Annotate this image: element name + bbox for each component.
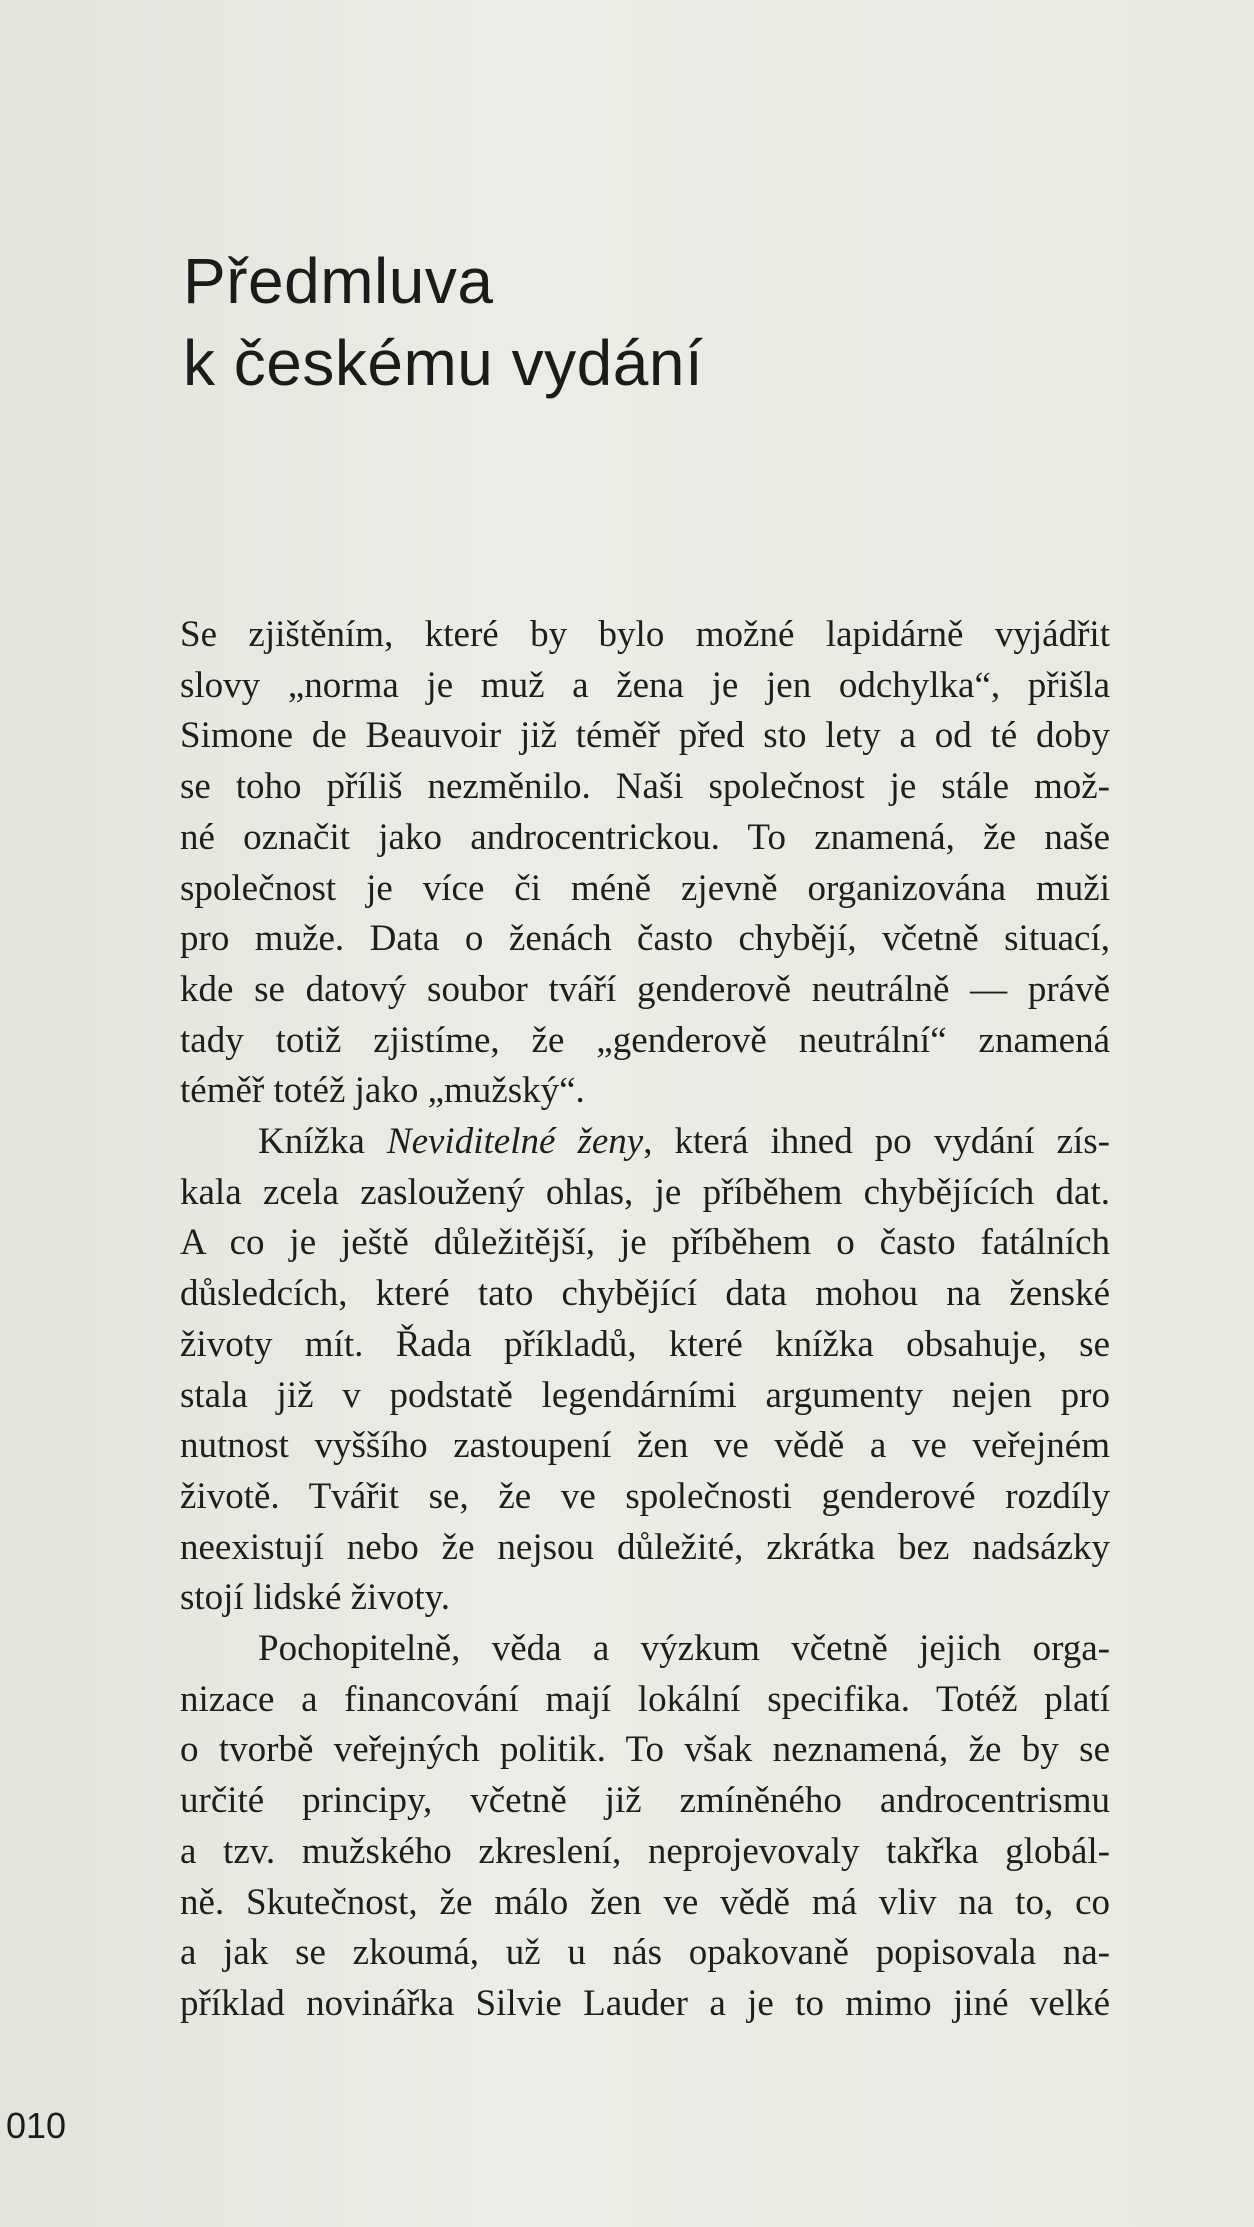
text-line: kde se datový soubor tváří genderově neutrálně — právě: [180, 968, 1110, 1010]
text-line: životy mít. Řada příkladů, které knížka obsahuje, se: [180, 1323, 1110, 1365]
text-line: slovy „norma je muž a žena je jen odchylka“, přišla: [180, 664, 1110, 706]
text-line: né označit jako androcentrickou. To znamená, že naše: [180, 816, 1110, 858]
text-line: tady totiž zjistíme, že „genderově neutrální“ znamená: [180, 1019, 1110, 1061]
text-line: důsledcích, které tato chybějící data mohou na ženské: [180, 1273, 1110, 1315]
text-line: a tzv. mužského zkreslení, neprojevovaly takřka globál-: [180, 1830, 1110, 1872]
text-line: Simone de Beauvoir již téměř před sto lety a od té doby: [180, 715, 1110, 757]
text-line: stala již v podstatě legendárními argumenty nejen pro: [180, 1374, 1110, 1416]
book-title-italic: Neviditelné ženy: [386, 1121, 644, 1163]
text-line: životě. Tvářit se, že ve společnosti genderové rozdíly: [180, 1475, 1110, 1517]
text-line: Se zjištěním, které by bylo možné lapidárně vyjádřit: [180, 614, 1110, 655]
chapter-title: [183, 240, 703, 404]
text-line: nutnost vyššího zastoupení žen ve vědě a ve veřejném: [180, 1425, 1110, 1467]
text-line: a jak se zkoumá, už u nás opakovaně popisovala na-: [180, 1932, 1110, 1974]
text-line: neexistují nebo že nejsou důležité, zkrátka bez nadsázky: [180, 1526, 1110, 1568]
body-text: [180, 610, 1110, 2030]
chapter-title-line-2: k českému vydání: [183, 327, 704, 399]
text-line: společnost je více či méně zjevně organizována muži: [180, 867, 1110, 909]
text-line: [180, 1117, 1110, 1168]
text-line: pro muže. Data o ženách často chybějí, včetně situací,: [180, 918, 1110, 960]
text-segment: , která ihned po vydání zís-: [643, 1121, 1110, 1163]
page-number: 010: [6, 2105, 67, 2146]
text-line: nizace a financování mají lokální specifika. Totéž platí: [180, 1678, 1110, 1720]
text-line: Pochopitelně, věda a výzkum včetně jejich orga-: [258, 1628, 1110, 1670]
text-segment: Knížka: [258, 1121, 387, 1163]
text-line: ně. Skutečnost, že málo žen ve vědě má vliv na to, co: [180, 1881, 1110, 1923]
text-line: kala zcela zasloužený ohlas, je příběhem chybějících dat.: [180, 1171, 1110, 1213]
text-line: téměř totéž jako „mužský“.: [180, 1070, 585, 1112]
chapter-title-line-1: Předmluva: [183, 245, 494, 317]
text-line: určité principy, včetně již zmíněného androcentrismu: [180, 1780, 1110, 1822]
text-line: se toho příliš nezměnilo. Naši společnost je stále mož-: [180, 766, 1110, 808]
text-line: příklad novinářka Silvie Lauder a je to mimo jiné velké: [180, 1982, 1110, 2024]
text-line: stojí lidské životy.: [180, 1577, 450, 1619]
text-line: o tvorbě veřejných politik. To však neznamená, že by se: [180, 1729, 1110, 1771]
text-line: A co je ještě důležitější, je příběhem o často fatálních: [180, 1222, 1110, 1264]
